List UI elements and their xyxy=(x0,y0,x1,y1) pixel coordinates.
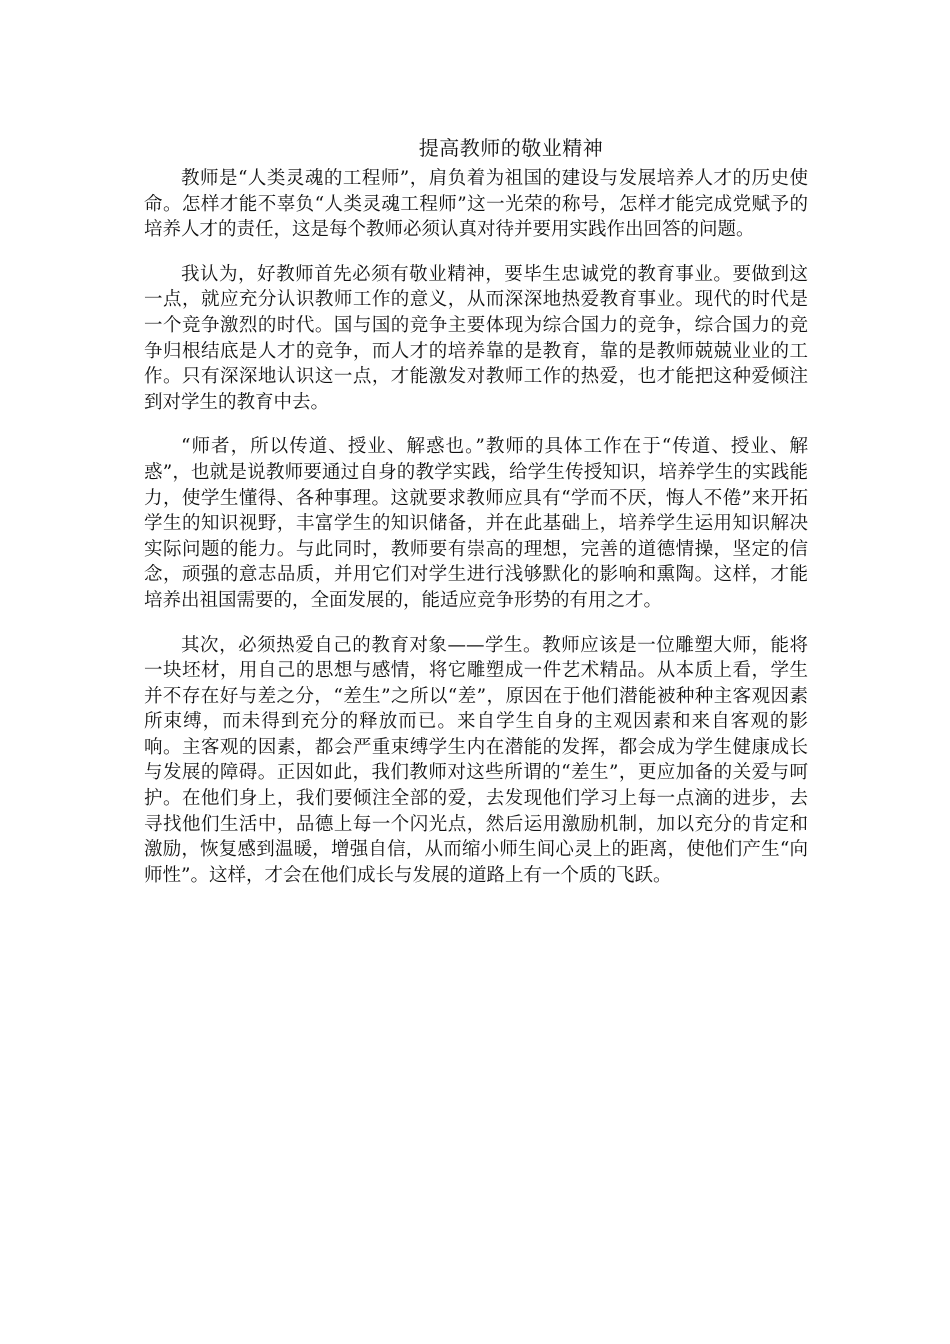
paragraph-2: 我认为，好教师首先必须有敬业精神，要毕生忠诚党的教育事业。要做到这一点，就应充分认识教师工作的意义，从而深深地热爱教育事业。现代的时代是一个竞争激烈的时代。国与国的竞争主要体现为综合国力的竞争，综合国力的竞争归根结底是人才的竞争，而人才的培养靠的是教育，靠的是教师兢兢业业的工作。只有深深地认识这一点，才能激发对教师工作的热爱，也才能把这种爱倾注到对学生的教育中去。 xyxy=(144,263,808,413)
document-title: 提高教师的敬业精神 xyxy=(418,136,604,160)
paragraph-4: 其次，必须热爱自己的教育对象——学生。教师应该是一位雕塑大师，能将一块坯材，用自己的思想与感情，将它雕塑成一件艺术精品。从本质上看，学生并不存在好与差之分，“差生”之所以“差”，原因在于他们潜能被种种主客观因素所束缚，而未得到充分的释放而已。来自学生自身的主观因素和来自客观的影响。主客观的因素，都会严重束缚学生内在潜能的发挥，都会成为学生健康成长与发展的障碍。正因如此，我们教师对这些所谓的“差生”，更应加备的关爱与呵护。在他们身上，我们要倾注全部的爱，去发现他们学习上每一点滴的进步，去寻找他们生活中，品德上每一个闪光点，然后运用激励机制，加以充分的肯定和激励，恢复感到温暖，增强自信，从而缩小师生间心灵上的距离，使他们产生“向师性”。这样，才会在他们成长与发展的道路上有一个质的飞跃。 xyxy=(144,634,808,886)
document-page xyxy=(144,130,808,907)
paragraph-1: 教师是“人类灵魂的工程师”，肩负着为祖国的建设与发展培养人才的历史使命。怎样才能不辜负“人类灵魂工程师”这一光荣的称号，怎样才能完成党赋予的培养人才的责任，这是每个教师必须认真对待并要用实践作出回答的问题。 xyxy=(144,168,808,241)
paragraph-3: “师者，所以传道、授业、解惑也。”教师的具体工作在于“传道、授业、解惑”，也就是说教师要通过自身的教学实践，给学生传授知识，培养学生的实践能力，使学生懂得、各种事理。这就要求教师应具有“学而不厌，悔人不倦”来开拓学生的知识视野，丰富学生的知识储备，并在此基础上，培养学生运用知识解决实际问题的能力。与此同时，教师要有崇高的理想，完善的道德情操，坚定的信念，顽强的意志品质，并用它们对学生进行浅够默化的影响和熏陶。这样，才能培养出祖国需要的，全面发展的，能适应竞争形势的有用之才。 xyxy=(144,436,808,611)
